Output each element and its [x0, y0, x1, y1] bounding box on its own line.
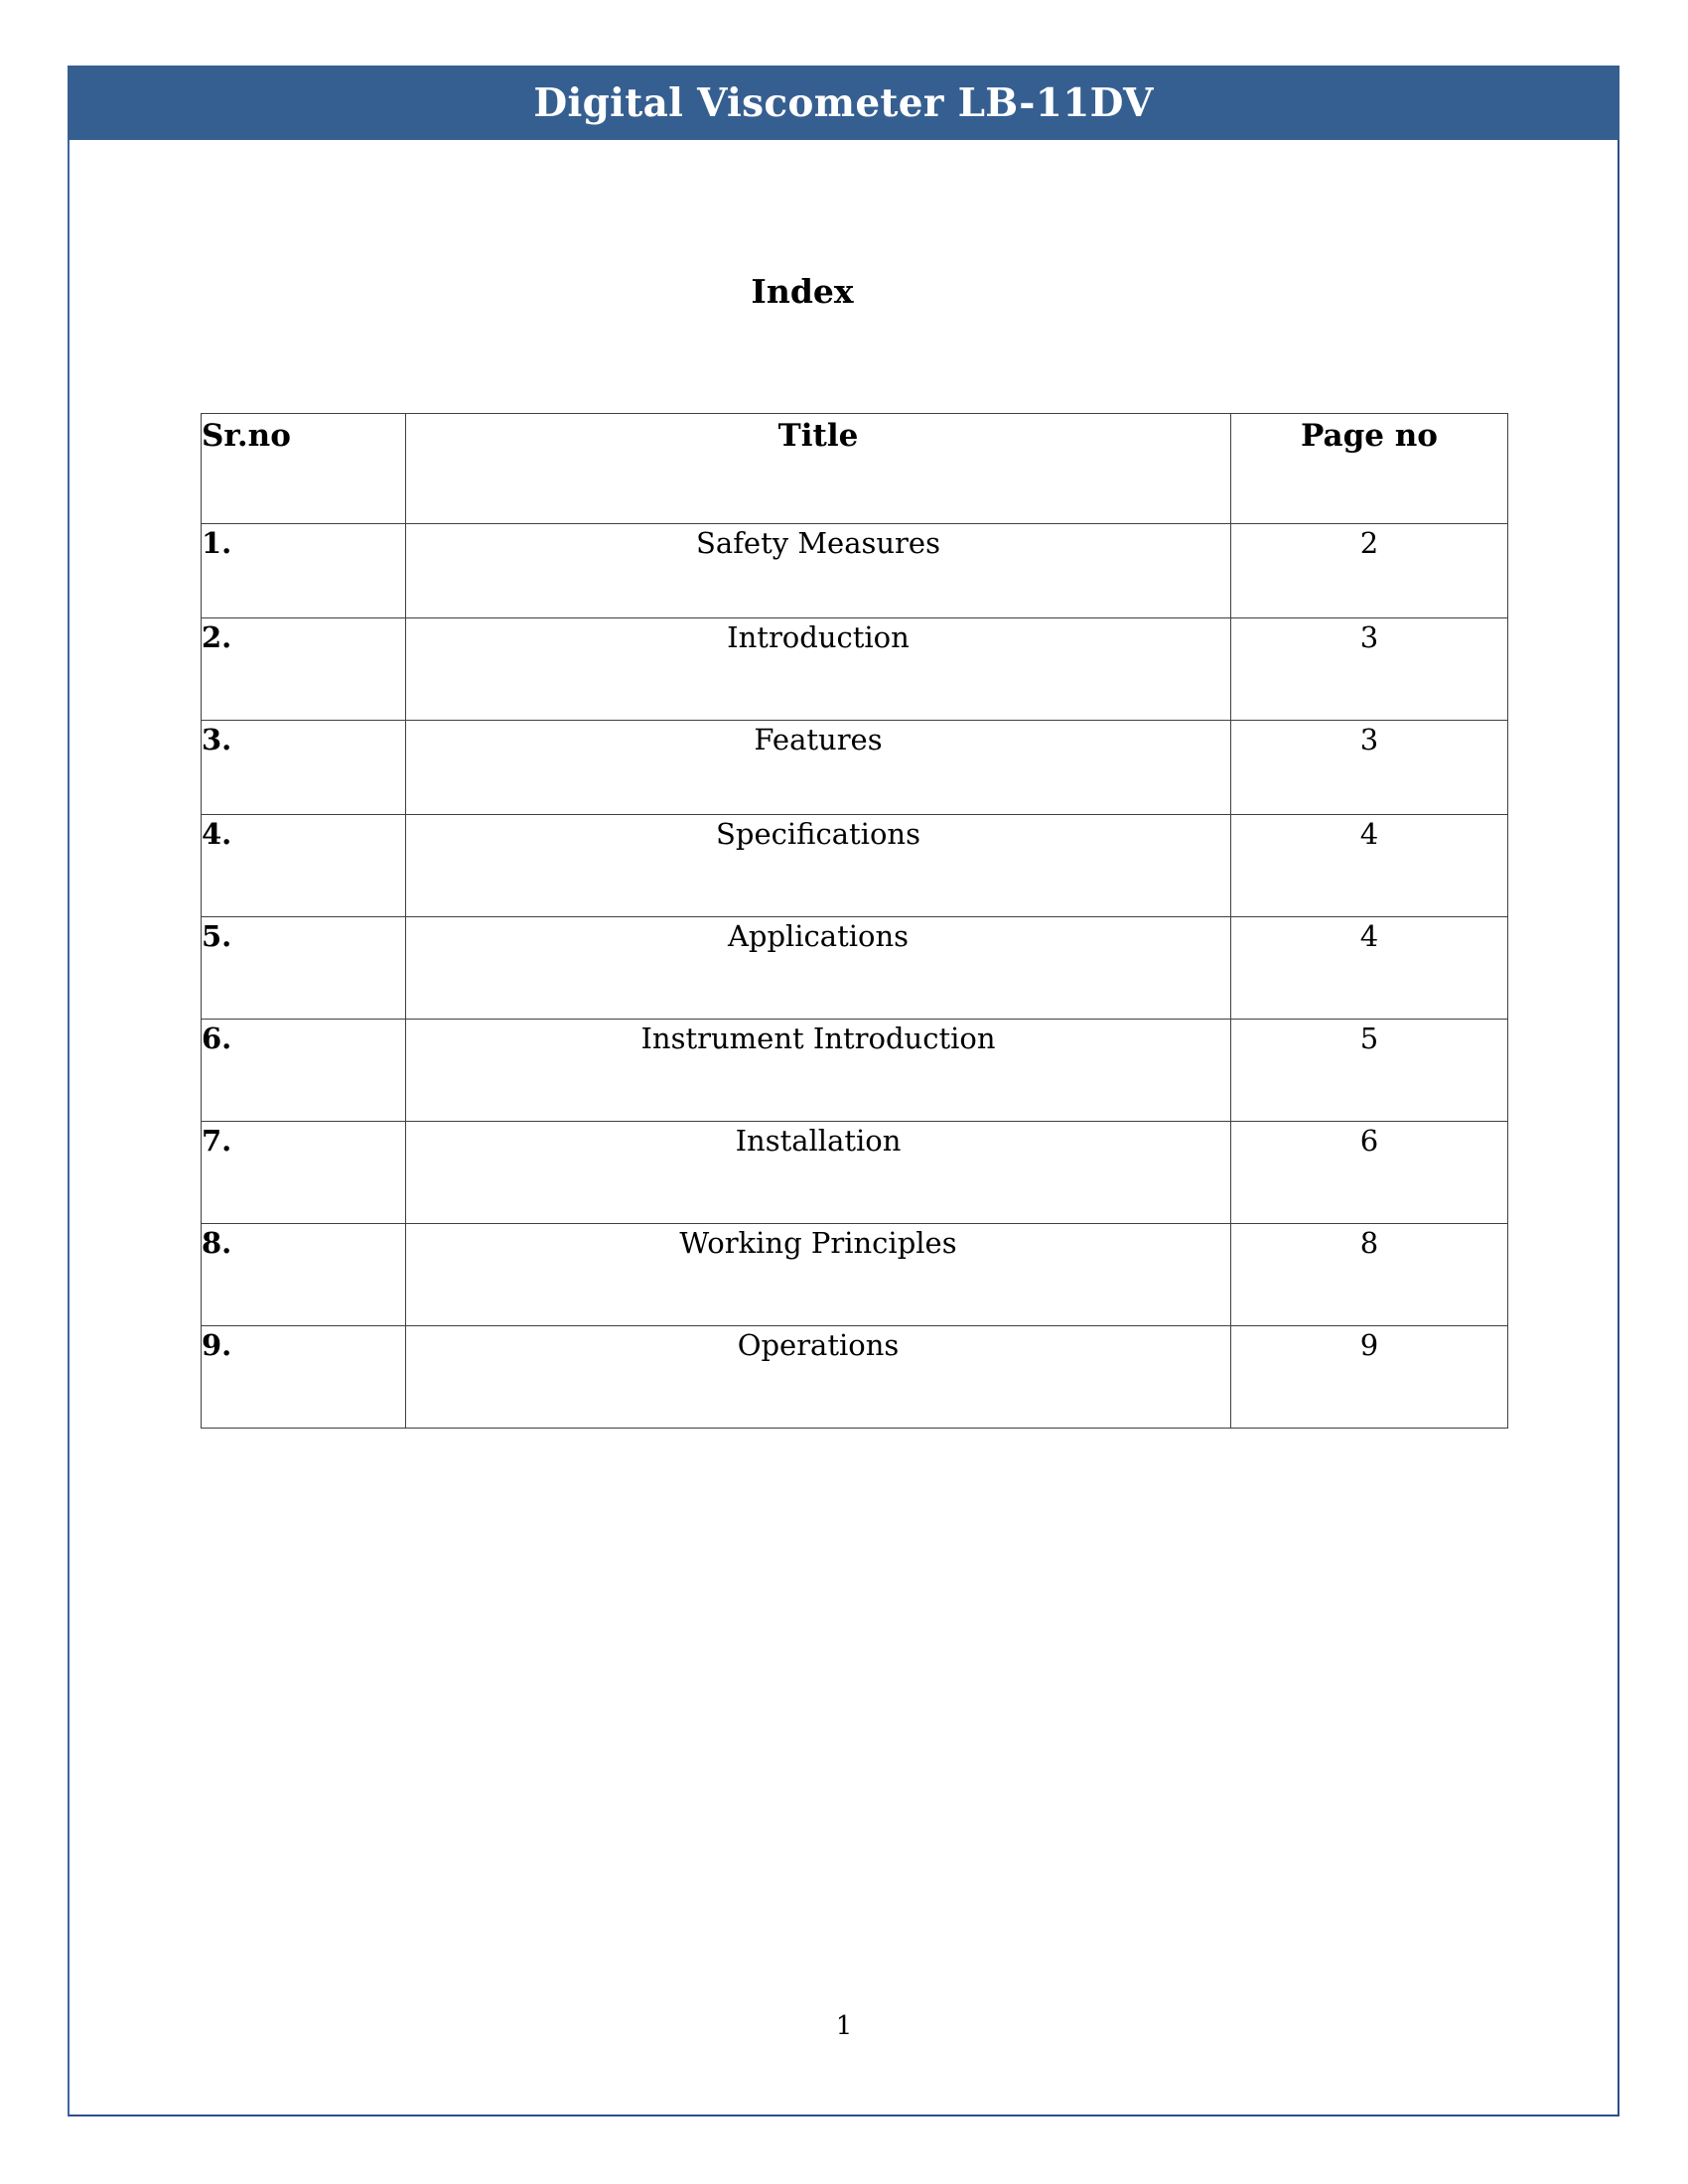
row-sr-no: 3. — [202, 721, 406, 815]
row-sr-no: 6. — [202, 1020, 406, 1122]
column-header-page-no: Page no — [1231, 414, 1508, 524]
row-page-no: 6 — [1231, 1122, 1508, 1224]
row-title: Features — [406, 721, 1231, 815]
table-row — [202, 815, 1508, 917]
table-row — [202, 524, 1508, 618]
row-sr-no: 7. — [202, 1122, 406, 1224]
row-title: Operations — [406, 1326, 1231, 1429]
table-header-row — [202, 414, 1508, 524]
header-bar — [68, 66, 1619, 140]
document-title: Digital Viscometer LB-11DV — [533, 79, 1154, 126]
row-sr-no: 8. — [202, 1224, 406, 1326]
table-row — [202, 917, 1508, 1020]
row-page-no: 2 — [1231, 524, 1508, 618]
page-number: 1 — [835, 2011, 853, 2041]
column-header-title: Title — [406, 414, 1231, 524]
row-page-no: 3 — [1231, 721, 1508, 815]
column-header-sr-no: Sr.no — [202, 414, 406, 524]
row-page-no: 9 — [1231, 1326, 1508, 1429]
row-page-no: 8 — [1231, 1224, 1508, 1326]
table-row — [202, 1326, 1508, 1429]
table-row — [202, 1224, 1508, 1326]
row-page-no: 4 — [1231, 917, 1508, 1020]
row-sr-no: 9. — [202, 1326, 406, 1429]
table-row — [202, 1020, 1508, 1122]
row-title: Working Principles — [406, 1224, 1231, 1326]
index-table — [201, 413, 1508, 1429]
row-title: Specifications — [406, 815, 1231, 917]
row-sr-no: 1. — [202, 524, 406, 618]
row-title: Introduction — [406, 618, 1231, 721]
table-row — [202, 618, 1508, 721]
row-title: Safety Measures — [406, 524, 1231, 618]
row-sr-no: 5. — [202, 917, 406, 1020]
table-row — [202, 721, 1508, 815]
row-page-no: 3 — [1231, 618, 1508, 721]
row-sr-no: 4. — [202, 815, 406, 917]
row-page-no: 5 — [1231, 1020, 1508, 1122]
index-heading: Index — [751, 272, 854, 311]
table-row — [202, 1122, 1508, 1224]
row-title: Instrument Introduction — [406, 1020, 1231, 1122]
row-sr-no: 2. — [202, 618, 406, 721]
row-title: Applications — [406, 917, 1231, 1020]
row-page-no: 4 — [1231, 815, 1508, 917]
row-title: Installation — [406, 1122, 1231, 1224]
